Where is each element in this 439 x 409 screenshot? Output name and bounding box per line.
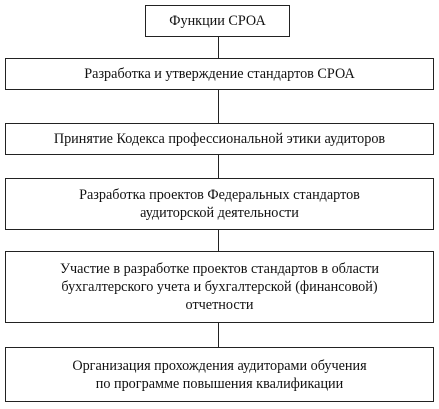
diagram-title-box: Функции СРОА: [145, 5, 290, 37]
function-box-standards-approval: Разработка и утверждение стандартов СРОА: [5, 58, 434, 90]
connector-line: [218, 155, 219, 178]
connector-line: [218, 323, 219, 347]
connector-line: [218, 37, 219, 58]
connector-line: [218, 90, 219, 123]
function-box-auditor-training: Организация прохождения аудиторами обучения по программе повышения квалификации: [5, 347, 434, 402]
connector-line: [218, 230, 219, 251]
function-box-federal-standards: Разработка проектов Федеральных стандартов аудиторской деятельности: [5, 178, 434, 230]
function-box-ethics-code: Принятие Кодекса профессиональной этики аудиторов: [5, 123, 434, 155]
function-box-accounting-standards: Участие в разработке проектов стандартов в области бухгалтерского учета и бухгалтерской (финансовой) отчетности: [5, 251, 434, 323]
